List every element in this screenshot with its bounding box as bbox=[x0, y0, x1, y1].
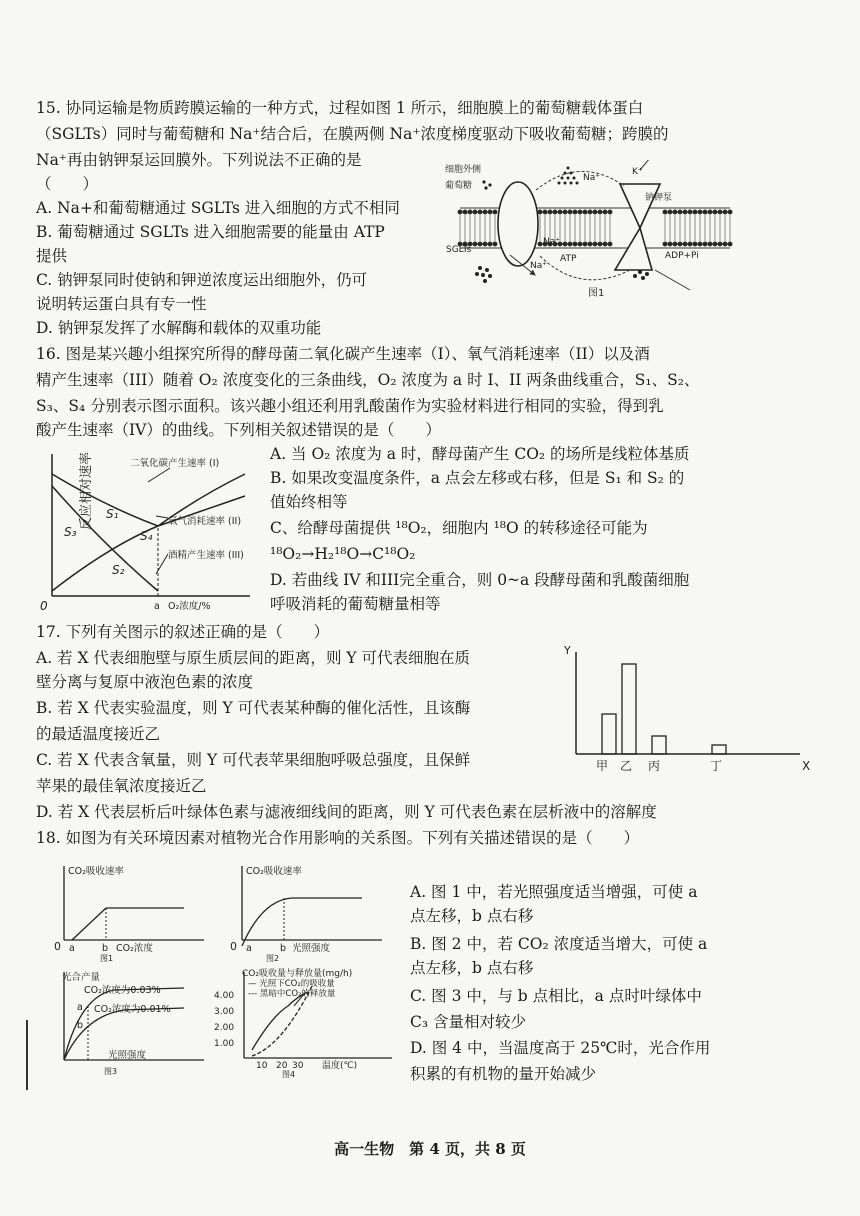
q18-option-c: C. 图 3 中，与 b 点相比，a 点时叶绿体中 bbox=[410, 987, 702, 1005]
q15-option-c-cont: 说明转运蛋白具有专一性 bbox=[36, 295, 207, 313]
bar-2 bbox=[622, 664, 636, 754]
bar-chart-figure bbox=[562, 640, 822, 780]
fig2-a: a bbox=[246, 943, 252, 954]
q17-option-d: D. 若 X 代表层析后叶绿体色素与滤液细线间的距离，则 Y 可代表色素在层析液中的溶解度 bbox=[36, 803, 657, 821]
fig2-y-label: CO₂吸收速率 bbox=[246, 866, 302, 877]
label-adp: ADP+Pi bbox=[665, 251, 699, 261]
photosynthesis-fig-2 bbox=[222, 860, 392, 962]
photosynthesis-fig-1 bbox=[44, 860, 214, 962]
yeast-rate-figure bbox=[30, 446, 270, 618]
fig3-b: b bbox=[77, 1020, 84, 1031]
fig4-xtick-2: 20 bbox=[276, 1061, 288, 1071]
glucose-cluster-top bbox=[558, 167, 579, 185]
bar-label-4: 丁 bbox=[710, 759, 723, 773]
bar-label-1: 甲 bbox=[596, 759, 609, 773]
fig2-origin: 0 bbox=[230, 940, 237, 953]
fig1-origin: 0 bbox=[54, 940, 61, 953]
q17-stem: 17. 下列有关图示的叙述正确的是（ ） bbox=[36, 623, 330, 641]
k-dots-bottom bbox=[633, 270, 649, 280]
fig4-caption: 图4 bbox=[282, 1070, 296, 1078]
a-label: a bbox=[154, 601, 160, 612]
q15-option-d: D. 钠钾泵发挥了水解酶和载体的双重功能 bbox=[36, 319, 322, 337]
label-glucose: 葡萄糖 bbox=[445, 181, 473, 191]
fig3-y-label: 光合产量 bbox=[62, 972, 101, 983]
q18-option-a: A. 图 1 中，若光照强度适当增强，可使 a bbox=[410, 883, 698, 901]
q18-option-a-cont: 点左移，b 点右移 bbox=[410, 907, 534, 925]
fig1-a: a bbox=[69, 943, 75, 954]
photosynthesis-fig-3 bbox=[44, 966, 214, 1078]
q16-line-3: S₃、S₄ 分别表示图示面积。该兴趣小组还利用乳酸菌作为实验材料进行相同的实验，得到乳 bbox=[36, 397, 664, 415]
fig2-caption: 图2 bbox=[266, 954, 280, 962]
q18-option-c-cont: C₃ 含量相对较少 bbox=[410, 1013, 527, 1031]
q16-option-d: D. 若曲线 IV 和III完全重合，则 0~a 段酵母菌和乳酸菌细胞 bbox=[270, 571, 690, 589]
fig3-curve-2-label: CO₂浓度为0.01% bbox=[94, 1004, 171, 1015]
fig4-light-curve bbox=[252, 992, 308, 1050]
q17-option-b: B. 若 X 代表实验温度，则 Y 可代表某种酶的催化活性，且该酶 bbox=[36, 699, 471, 717]
q15-line-2: （SGLTs）同时与葡萄糖和 Na⁺结合后，在膜两侧 Na⁺浓度梯度驱动下吸收葡萄糖；跨膜的 bbox=[36, 125, 669, 143]
fig4-ytick-4: 1.00 bbox=[214, 1039, 235, 1049]
glucose-dots-left bbox=[482, 180, 491, 189]
bar-chart-x-label: X bbox=[802, 759, 811, 773]
label-na-top: Na⁺ bbox=[583, 173, 600, 183]
fig1-x-label: CO₂浓度 bbox=[116, 943, 153, 954]
q15-option-a: A. Na+和葡萄糖通过 SGLTs 进入细胞的方式不相同 bbox=[36, 199, 400, 217]
label-sglts: SGLTs bbox=[446, 245, 472, 255]
label-outside: 细胞外侧 bbox=[445, 165, 482, 175]
q15-line-3: Na⁺再由钠钾泵运回膜外。下列说法不正确的是 bbox=[36, 151, 362, 169]
fig4-legend-2: --- 黑暗中CO₂的释放量 bbox=[248, 989, 336, 999]
label-na-mid: Na⁺ bbox=[543, 237, 560, 247]
q15-answer-blank: （ ） bbox=[36, 175, 99, 193]
fig4-xtick-1: 10 bbox=[256, 1061, 268, 1071]
bar-label-3: 丙 bbox=[648, 759, 661, 773]
fig4-legend-1: — 光照下CO₂的吸收量 bbox=[248, 979, 335, 989]
q17-option-c-cont: 苹果的最佳氧浓度接近乙 bbox=[36, 777, 207, 795]
q16-line-1: 16. 图是某兴趣小组探究所得的酵母菌二氧化碳产生速率（I）、氧气消耗速率（II）以及酒 bbox=[36, 345, 650, 363]
fig3-curve-1-label: CO₂浓度为0.03% bbox=[84, 985, 161, 996]
q16-option-b: B. 如果改变温度条件，a 点会左移或右移，但是 S₁ 和 S₂ 的 bbox=[270, 469, 685, 487]
q17-option-b-cont: 的最适温度接近乙 bbox=[36, 725, 161, 743]
fig2-x-label: 光照强度 bbox=[292, 943, 331, 954]
origin-label: 0 bbox=[40, 599, 48, 613]
q16-option-a: A. 当 O₂ 浓度为 a 时，酵母菌产生 CO₂ 的场所是线粒体基质 bbox=[270, 445, 690, 463]
fig4-y-label: CO₂吸收量与释放量(mg/h) bbox=[242, 969, 353, 979]
q17-option-a-cont: 壁分离与复原中液泡色素的浓度 bbox=[36, 673, 254, 691]
q17-option-a: A. 若 X 代表细胞壁与原生质层间的距离，则 Y 可代表细胞在质 bbox=[36, 649, 471, 667]
curve-2-label: 氧气消耗速率 (II) bbox=[168, 516, 242, 527]
membrane-transport-figure bbox=[440, 160, 740, 300]
q16-option-c-cont: ¹⁸O₂→H₂¹⁸O→C¹⁸O₂ bbox=[270, 545, 416, 563]
label-atp: ATP bbox=[560, 254, 577, 264]
fig3-caption: 图3 bbox=[104, 1067, 118, 1076]
q15-option-b-cont: 提供 bbox=[36, 247, 68, 265]
page-footer: 高一生物 第 4 页，共 8 页 bbox=[334, 1140, 526, 1158]
curve-3-label: 酒精产生速率 (III) bbox=[168, 550, 244, 561]
fig3-a: a bbox=[77, 1002, 83, 1013]
q16-line-2: 精产生速率（III）随着 O₂ 浓度变化的三条曲线，O₂ 浓度为 a 时 I、II 两条曲线重合，S₁、S₂、 bbox=[36, 371, 700, 389]
area-s1: S₁ bbox=[106, 507, 119, 521]
fig4-xtick-3: 30 bbox=[292, 1061, 304, 1071]
area-s4: S₄ bbox=[140, 529, 153, 543]
bar-3 bbox=[652, 736, 666, 754]
q16-option-c: C、给酵母菌提供 ¹⁸O₂，细胞内 ¹⁸O 的转移途径可能为 bbox=[270, 519, 648, 537]
fig2-b: b bbox=[280, 943, 287, 954]
q18-stem: 18. 如图为有关环境因素对植物光合作用影响的关系图。下列有关描述错误的是（ ） bbox=[36, 829, 640, 847]
sglts-protein bbox=[498, 182, 538, 266]
bar-4 bbox=[712, 745, 726, 754]
fig3-x-label: 光照强度 bbox=[108, 1050, 147, 1061]
fig4-ytick-3: 2.00 bbox=[214, 1023, 235, 1033]
bar-1 bbox=[602, 714, 616, 754]
q16-line-4: 酸产生速率（IV）的曲线。下列相关叙述错误的是（ ） bbox=[36, 421, 441, 439]
label-na-bottom: Na⁺ bbox=[530, 261, 547, 271]
x-axis-label: O₂浓度/% bbox=[168, 601, 211, 612]
glucose-cluster-bottom bbox=[475, 266, 492, 283]
q18-option-b-cont: 点左移，b 点右移 bbox=[410, 959, 534, 977]
bar-chart-y-label: Y bbox=[564, 644, 571, 657]
area-s2: S₂ bbox=[112, 563, 125, 577]
q18-option-b: B. 图 2 中，若 CO₂ 浓度适当增大，可使 a bbox=[410, 935, 708, 953]
fig4-ytick-1: 4.00 bbox=[214, 991, 235, 1001]
fig1-caption: 图1 bbox=[100, 954, 114, 962]
q18-option-d: D. 图 4 中，当温度高于 25℃时，光合作用 bbox=[410, 1039, 711, 1057]
figure-1-caption: 图1 bbox=[588, 288, 605, 299]
area-s3: S₃ bbox=[64, 525, 77, 539]
bar-label-2: 乙 bbox=[620, 759, 633, 773]
label-pump: 钠钾泵 bbox=[645, 193, 673, 203]
q15-option-c: C. 钠钾泵同时使钠和钾逆浓度运出细胞外，仍可 bbox=[36, 271, 368, 289]
y-axis-label: 反应相对速率 bbox=[79, 451, 94, 530]
q15-option-b: B. 葡萄糖通过 SGLTs 进入细胞需要的能量由 ATP bbox=[36, 223, 385, 241]
label-k-top: K⁺ bbox=[632, 167, 643, 177]
margin-line bbox=[26, 1020, 28, 1090]
photosynthesis-fig-4 bbox=[212, 966, 402, 1078]
fig4-ytick-2: 3.00 bbox=[214, 1007, 235, 1017]
q16-option-d-cont: 呼吸消耗的葡萄糖量相等 bbox=[270, 595, 441, 613]
fig4-x-label: 温度(℃) bbox=[322, 1061, 358, 1071]
q16-option-b-cont: 值始终相等 bbox=[270, 493, 348, 511]
curve-1-label: 二氧化碳产生速率 (I) bbox=[130, 458, 220, 469]
q15-line-1: 15. 协同运输是物质跨膜运输的一种方式，过程如图 1 所示，细胞膜上的葡萄糖载体蛋白 bbox=[36, 99, 644, 117]
q18-option-d-cont: 积累的有机物的量开始减少 bbox=[410, 1065, 597, 1083]
fig1-y-label: CO₂吸收速率 bbox=[68, 866, 124, 877]
q17-option-c: C. 若 X 代表含氧量，则 Y 可代表苹果细胞呼吸总强度，且保鲜 bbox=[36, 751, 471, 769]
fig1-b: b bbox=[102, 943, 109, 954]
